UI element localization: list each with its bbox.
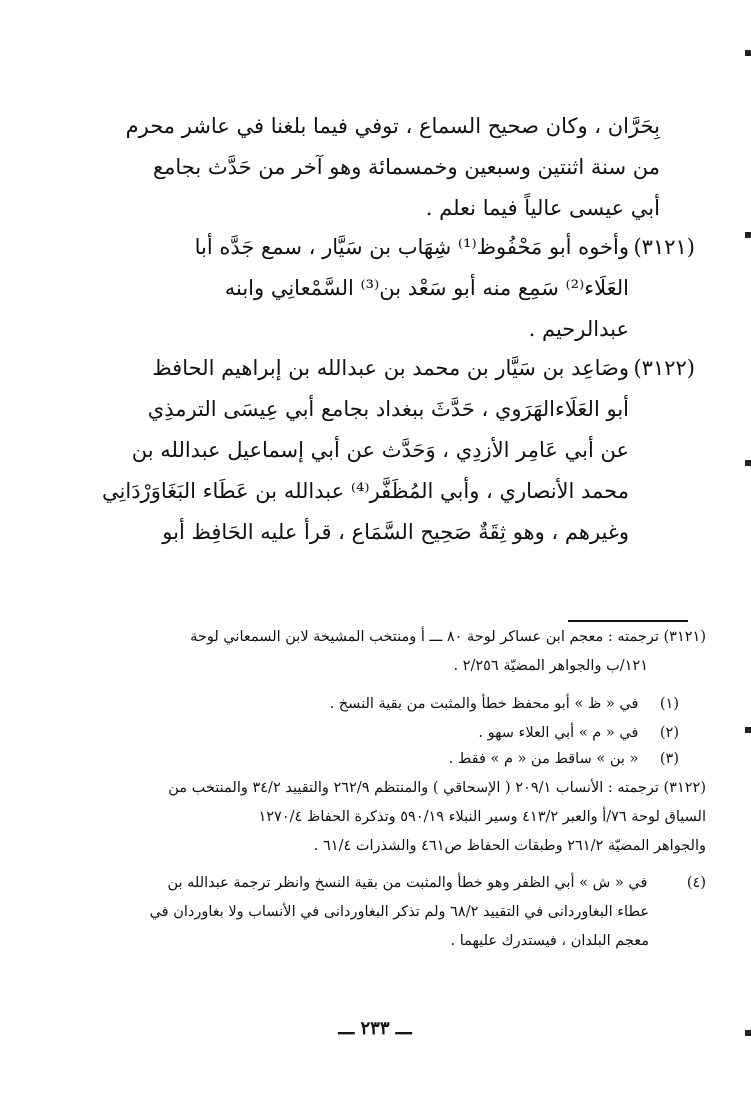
text-line: وصَاعِد بن سَيَّار بن محمد بن عبدالله بن إبراهيم الحافظ bbox=[152, 356, 629, 380]
intro-paragraph bbox=[100, 106, 660, 229]
footnote-line: والجواهر المضيّة ٢٦١/٢ وطبقات الحفاظ ص٤٦١ والشذرات ٦١/٤ . bbox=[313, 838, 706, 854]
footnote-line: عطاء البغاوردانى في التقييد ٦٨/٢ ولم تذكر البغاوردانى في الأنساب ولا بغاوردان في bbox=[149, 904, 649, 920]
entry-3121 bbox=[75, 227, 695, 350]
footnote-line: معجم البلدان ، فيستدرك عليهما . bbox=[450, 933, 649, 949]
text-line: محمد الأنصاري ، وأبي المُظَفَّر⁽⁴⁾ عبدالله بن عَطَاء البَغَاوَرْدَانِي bbox=[102, 479, 629, 503]
text-line: بِحَرَّان ، وكان صحيح السماع ، توفي فيما بلغنا في عاشر محرم bbox=[125, 114, 660, 138]
footnote-line: (٣١٢٢) ترجمته : الأنساب ٢٠٩/١ ( الإسحاقي ) والمنتظم ٢٦٢/٩ والتقييد ٣٤/٢ والمنتخب من bbox=[168, 780, 706, 796]
text-line: عبدالرحيم . bbox=[528, 317, 629, 341]
footnote-mark: (١) bbox=[659, 696, 679, 712]
scan-edge-mark bbox=[745, 460, 751, 466]
footnote-mark: (٣) bbox=[659, 751, 679, 767]
text-line: من سنة اثنتين وسبعين وخمسمائة وهو آخر من حَدَّث بجامع bbox=[152, 155, 660, 179]
footnote-line: (٣١٢١) ترجمته : معجم ابن عساكر لوحة ٨٠ ـــ أ ومنتخب المشيخة لابن السمعاني لوحة bbox=[190, 629, 706, 645]
footnote-line: ١٢١/ب والجواهر المضيّة ٢/٢٥٦ . bbox=[453, 658, 648, 674]
footnote-item bbox=[330, 690, 679, 719]
footnote-separator bbox=[568, 620, 688, 622]
scan-edge-mark bbox=[745, 1030, 751, 1036]
footnote-3122 bbox=[88, 774, 706, 861]
footnote-mark: (٤) bbox=[686, 875, 706, 891]
text-line: وغيرهم ، وهو ثِقَةٌ صَحِيح السَّمَاع ، قرأ عليه الحَافِظ أبو bbox=[162, 520, 629, 544]
text-line: العَلَاء⁽²⁾ سَمِع منه أبو سَعْد بن⁽³⁾ السَّمْعانِي وابنه bbox=[224, 276, 629, 300]
entry-body bbox=[75, 227, 629, 350]
scan-edge-mark bbox=[745, 50, 751, 56]
footnote-line bbox=[46, 869, 706, 898]
footnote-item-4 bbox=[46, 869, 706, 956]
scan-edge-mark bbox=[745, 232, 751, 238]
page-number: ـــ ٢٣٣ ـــ bbox=[338, 1018, 412, 1039]
text-line: وأخوه أبو مَحْفُوظ⁽¹⁾ شِهَاب بن سَيَّار ، سمع جَدَّه أبا bbox=[194, 235, 629, 259]
entry-number: (٣١٢٢) bbox=[633, 356, 695, 380]
footnote-text: في « ظ » أبو محفظ خطأ والمثبت من بقية النسخ . bbox=[329, 696, 639, 712]
entry-3122 bbox=[75, 348, 695, 553]
footnote-mark: (٢) bbox=[659, 725, 679, 741]
text-line: عن أبي عَامِر الأزدِي ، وَحَدَّث عن أبي إسماعيل عبدالله بن bbox=[131, 438, 629, 462]
footnote-item bbox=[478, 719, 679, 748]
text-line: أبي عيسى عالياً فيما نعلم . bbox=[425, 196, 660, 220]
entry-number: (٣١٢١) bbox=[633, 235, 695, 259]
footnote-text: « بن » ساقط من « م » فقط . bbox=[448, 751, 639, 767]
text-line: أبو العَلَاءالهَرَوي ، حَدَّثَ ببغداد بجامع أبي عِيسَى الترمذِي bbox=[147, 397, 629, 421]
footnote-text: في « م » أبي العلاء سهو . bbox=[478, 725, 639, 741]
footnote-text: في « ش » أبي الظفر وهو خطأ والمثبت من بقية النسخ وانظر ترجمة عبدالله بن bbox=[167, 875, 648, 891]
footnote-3121 bbox=[88, 623, 706, 681]
footnote-line: السياق لوحة ٧٦/أ والعبر ٤١٣/٢ وسير النبلاء ٥٩٠/١٩ وتذكرة الحفاظ ١٢٧٠/٤ bbox=[258, 809, 706, 825]
scan-edge-mark bbox=[745, 727, 751, 733]
footnote-item bbox=[449, 745, 679, 774]
entry-body bbox=[75, 348, 629, 553]
